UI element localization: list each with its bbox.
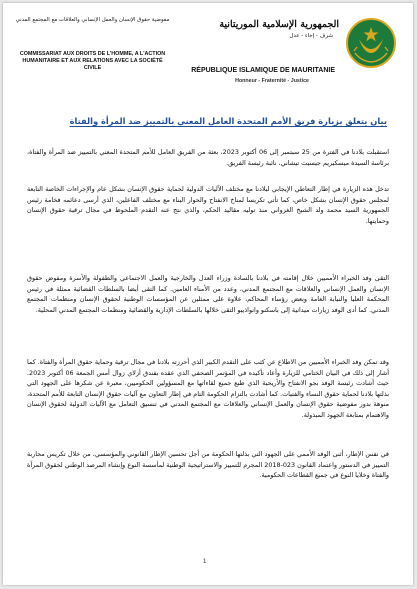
commissariat-french-name: COMMISSARIAT AUX DROITS DE L'HOMME, A L'ACTION HUMANITAIRE ET AUX RELATIONS AVEC LA SOCIÉTÉ CIVILE <box>19 51 166 71</box>
republic-header <box>191 15 401 87</box>
paragraph-2: تدخل هذه الزيارة في إطار التعاطي الإيجابي لبلادنا مع مختلف الآليات الدولية لحماية حقوق الإنسان بشكل عام والإجراءات الخاصة التابعة لمجلس حقوق الإنسان بشكل خاص، كما تأتي تكريسا لمناخ الانفتاح والحوار البناء مع مختلف الفاعلين، الذي أرسى دعائمه فخامة رئيس الجمهورية السيد محمد ولد الشيخ الغزواني منذ توليه مقاليد الحكم، والذي نتج عنه التقدم الملحوظ في مجال ترقية حقوق الإنسان وحمايتها. <box>27 185 389 225</box>
document-page <box>3 3 413 585</box>
commissariat-header <box>15 15 175 95</box>
paragraph-1: استقبلت بلادنا في الفترة من 25 سبتمبر إلى 06 أكتوبر 2023، بعثة من الفريق العامل للأمم المتحدة المعني بالتمييز ضد المرأة والفتاة، برئاسة السيدة ميسكيريم جيسيت تيشاني، نائبة رئيسة الفريق. <box>27 148 389 167</box>
paragraph-4: وقد تمكن وفد الخبراء الأمميين من الاطلاع عن كثب على التقدم الكبير الذي أحرزته بلادنا في مجال ترقية وحماية حقوق المرأة والفتاة. كما أشار إلى ذلك في البيان الختامي للزيارة وأعاد تأكيده في المؤتمر الصحفي الذي عقده بفندق أزلاي زوال أمس الجمعة 06 أكتوبر 2023. حيث أشادت رئيسة الوفد بجو الانفتاح والأريحية الذي طبع جميع لقاءاتها مع المسؤولين الحكوميين، معبرة عن شكرها على الجهود التي بذلتها بلادنا لحماية حقوق النساء والفتيات. كما أشادت بالتزام الحكومة التام في إطار التعاون مع آليات حقوق الإنسان التابعة للأمم المتحدة، منوهة بدور مفوضية حقوق الإنسان والعمل الإنساني والعلاقات مع المجتمع المدني في تنسيق التعامل مع الآليات الدولية لحقوق الإنسان والاهتمام بمتابعة الجهود المبذولة. <box>27 358 389 419</box>
statement-title: بيان يتعلق بزيارة فريق الأمم المتحدة العامل المعني بالتمييز ضد المرأة والفتاة <box>69 116 387 126</box>
paragraph-3: التقى وفد الخبراء الأمميين خلال إقامته في بلادنا بالسادة وزراء العدل والخارجية والعمل الاجتماعي والطفولة والأسرة ومفوض حقوق الإنسان والعمل الإنساني والعلاقات مع المجتمع المدني، وعدد من الأمناء العامين. كما التقى أيضا بالسلطات القضائية ممثلة في رئيس المحكمة العليا والنيابة العامة وبعض رؤساء المحاكم، علاوة على ممثلين عن المؤسسات الوطنية لحقوق الإنسان ومنظمات المجتمع المدني. كما أدى الوفد زيارات ميدانية إلى باسكنو وانواذيبو التقى خلالها بالسلطات الإدارية والقضائية ومنظمات المجتمع المدني المحلية. <box>27 274 389 314</box>
commissariat-arabic-name: مفوضية حقوق الإنسان والعمل الإنساني والعلاقات مع المجتمع المدني <box>15 17 170 23</box>
republic-arabic-title: الجمهورية الإسلامية الموريتانية <box>219 19 339 30</box>
republic-arabic-motto: شرف - إخاء - عدل <box>289 33 333 39</box>
mauritania-emblem-icon <box>345 17 397 69</box>
republic-french-motto: Honneur - Fraternité - Justice <box>235 78 309 84</box>
paragraph-5: في نفس الإطار، أثنى الوفد الأممي على الجهود التي بذلتها الحكومة من أجل تحسين الإطار القانوني والمؤسسي، من خلال تكريس محاربة التمييز في الدستور واعتماد القانون 023-2018 المجرم للتمييز والاستراتيجية الوطنية لمأسسة النوع وإنشاء المرصد الوطني لحقوق المرأة والفتاة وخلايا النوع في جميع القطاعات الحكومية. <box>27 450 389 480</box>
page-number: 1 <box>203 559 207 565</box>
republic-french-title: RÉPUBLIQUE ISLAMIQUE DE MAURITANIE <box>191 67 335 74</box>
